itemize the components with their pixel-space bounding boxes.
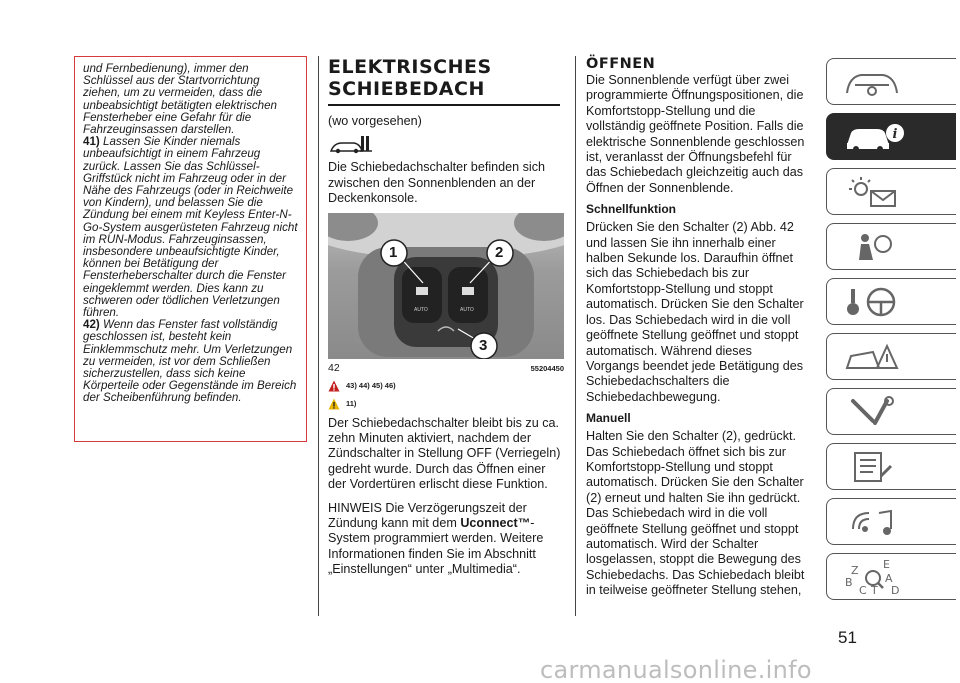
manual-text: Halten Sie den Schalter (2), gedrückt. Das Schiebedach öffnet sich bis zur Komfortstopp-Stellung und stoppt automatisch. Drücken Sie den Schalter (2) erneut und halten Sie ihn gedrückt. Das Schiebedach wird in die voll geöffnete Stellung geöffnet und stoppt automatisch. Wird der Schalter losgelassen, stoppt die Bewegung des Schiebedachs. Das Schiebedach bleibt in teilweise geöffneter Stellung stehen, xyxy=(586,429,805,598)
car-info-icon xyxy=(843,119,905,155)
checklist-icon xyxy=(843,450,901,484)
note-41-number: 41) xyxy=(83,135,100,149)
index-letter-c: C xyxy=(859,583,867,596)
airbag-seat-icon xyxy=(843,230,901,264)
switch-active-text: Der Schiebedachschalter bleibt bis zu ca. zehn Minuten aktiviert, nachdem der Zündschalter in Stellung OFF (Verriegeln) gedreht wurde. Durch das Öffnen einer der Vordertüren erlischt diese Funktion. xyxy=(328,415,561,492)
index-letter-d: D xyxy=(891,583,900,596)
tab-getting-to-know-vehicle[interactable] xyxy=(826,113,956,160)
note-42 xyxy=(83,319,300,404)
section-title xyxy=(328,56,560,106)
callout-2: 2 xyxy=(495,243,504,261)
switch-label-auto-right: AUTO xyxy=(460,306,474,313)
note-41 xyxy=(83,136,300,319)
sunroof-section xyxy=(328,56,564,578)
caution-triangle-icon xyxy=(328,398,340,410)
tab-emergency[interactable] xyxy=(826,333,956,380)
sunroof-switch-figure xyxy=(328,213,564,359)
caution-ref-numbers: 11) xyxy=(346,399,357,409)
opening-section xyxy=(586,56,806,599)
lights-mail-icon xyxy=(843,175,901,209)
warning-triangle-icon xyxy=(328,380,340,392)
chapter-tabs xyxy=(826,58,956,608)
figure-caption xyxy=(328,362,564,374)
equipment-icon xyxy=(328,133,564,160)
switch-location-text: Die Schiebedachschalter befinden sich zwischen den Sonnenblenden an der Deckenkonsole. xyxy=(328,160,546,206)
steering-wheel-icon xyxy=(843,285,901,319)
manual-heading: Manuell xyxy=(586,411,631,426)
opening-intro: Die Sonnenblende verfügt über zwei programmierte Öffnungspositionen, die Komfortstopp-Stellung und die vollständig geöffnete Position. Falls die elektrische Sonnenblende geschlossen ist, veranlasst der Öffnungsbefehl für das Schiebedach gleichzeitig auch das Öffnen der Sonnenblende. xyxy=(586,73,805,195)
tab-safety[interactable] xyxy=(826,223,956,270)
optional-note: (wo vorgesehen) xyxy=(328,114,422,128)
note-uconnect-b: -System programmiert werden. Weitere Informationen finden Sie im Abschnitt „Einstellungen“ unter „Multimedia“. xyxy=(328,516,544,577)
note-41-text: Lassen Sie Kinder niemals unbeaufsichtigt in einem Fahrzeug zurück. Lassen Sie das Schlüssel-Griffstück nicht im Fahrzeug oder in der Nähe des Fahrzeugs (oder in Reichweite von Kindern), und belassen Sie die Zündung bei einem mit Keyless Enter-N-Go-System ausgerüsteten Fahrzeug nicht im RUN-Modus. Fahrzeuginsassen, insbesondere unbeaufsichtigte Kinder, können bei Betätigung der Fensterheberschalter durch die Fenster eingeklemmt werden. Dies kann zu schweren oder tödlichen Verletzungen führen. xyxy=(83,135,298,320)
quick-function-text: Drücken Sie den Schalter (2) Abb. 42 und lassen Sie ihn innerhalb einer halben Sekunde los. Daraufhin öffnet sich das Schiebedach bis zur Komfortstopp-Stellung und stoppt automatisch. Drücken Sie den Schalter los. Das Schiebedach wird in die voll geöffnete Stellung geöffnet und stoppt automatisch. Während dieses Vorgangs beendet jede Betätigung des Schiebedachschalters die Schiebedachbewegung. xyxy=(586,220,804,404)
opening-heading: ÖFFNEN xyxy=(586,56,656,72)
note-uconnect xyxy=(328,501,564,578)
quick-function-heading: Schnellfunktion xyxy=(586,202,676,217)
tab-dashboard[interactable] xyxy=(826,58,956,105)
callout-3: 3 xyxy=(479,336,488,354)
uconnect-brand: Uconnect™ xyxy=(460,516,531,531)
tab-multimedia[interactable] xyxy=(826,498,956,545)
tab-index[interactable] xyxy=(826,553,956,600)
section-title-line1: ELEKTRISCHES xyxy=(328,56,492,78)
warning-references xyxy=(328,380,564,392)
dashboard-icon xyxy=(843,65,901,99)
index-letter-a: A xyxy=(885,571,893,585)
multimedia-icon xyxy=(843,505,901,539)
tools-icon xyxy=(843,395,901,429)
warning-intro: und Fernbedienung), immer den Schlüssel aus der Startvorrichtung ziehen, um zu vermeiden, dass die unbeabsichtigt betätigten elektrischen Fensterheber eine Gefahr für die Fahrzeuginsassen darstellen. xyxy=(83,62,278,137)
tab-starting-driving[interactable] xyxy=(826,278,956,325)
index-letter-b: B xyxy=(845,575,853,589)
note-uconnect-a: HINWEIS Die Verzögerungszeit der Zündung kann mit dem xyxy=(328,500,527,531)
warning-notes-box xyxy=(74,56,307,442)
note-42-number: 42) xyxy=(83,318,100,332)
car-crash-warning-icon xyxy=(843,340,901,374)
index-letter-z: Z xyxy=(851,563,859,577)
caution-references xyxy=(328,398,564,410)
tab-servicing[interactable] xyxy=(826,388,956,435)
watermark: carmanualsonline.info xyxy=(540,656,812,683)
figure-code: 55204450 xyxy=(530,363,564,373)
note-42-text: Wenn das Fenster fast vollständig geschlossen ist, besteht kein Einklemmschutz mehr. Um Verletzungen zu vermeiden, ist vor dem Schließen sicherzustellen, dass sich keine Körperteile oder Gegenstände im Bereich der Scheibenführung befinden. xyxy=(83,318,297,405)
column-divider-right xyxy=(575,56,576,616)
index-letter-t: T xyxy=(871,583,878,596)
column-divider-left xyxy=(318,56,319,616)
svg-text:i: i xyxy=(892,126,898,142)
warning-ref-numbers: 43) 44) 45) 46) xyxy=(346,381,396,391)
alphabet-index-icon xyxy=(843,558,905,596)
callout-1: 1 xyxy=(389,243,398,261)
section-title-line2: SCHIEBEDACH xyxy=(328,78,485,100)
index-letter-e: E xyxy=(883,557,890,571)
tab-technical-data[interactable] xyxy=(826,443,956,490)
page-number: 51 xyxy=(838,628,857,647)
switch-label-auto-left: AUTO xyxy=(414,306,428,313)
tab-lights-messages[interactable] xyxy=(826,168,956,215)
figure-number: 42 xyxy=(328,361,340,374)
